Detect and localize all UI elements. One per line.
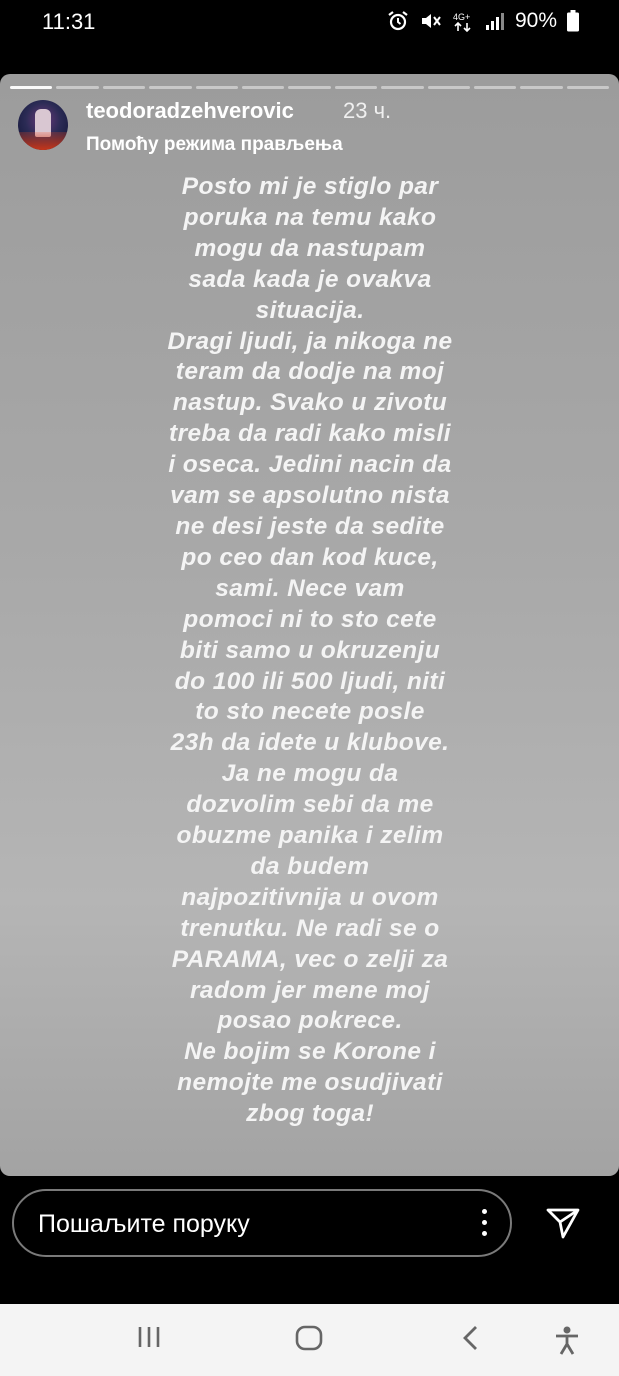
caption-line: sada kada je ovakva: [188, 265, 432, 293]
message-input[interactable]: [12, 1189, 512, 1257]
caption-line: radom jer mene moj: [189, 976, 431, 1004]
alarm-icon: [387, 10, 409, 32]
reply-bar: [0, 1176, 619, 1304]
story-progress-segment: [10, 86, 52, 89]
story-progress-segment: [381, 86, 423, 89]
status-bar: [0, 0, 619, 46]
caption-line: to sto necete posle: [195, 698, 425, 726]
caption-line: PARAMA, vec o zelji za: [171, 945, 449, 973]
mute-icon: [419, 10, 443, 32]
caption-line: zbog toga!: [246, 1100, 374, 1128]
story-progress-segment: [520, 86, 562, 89]
back-icon[interactable]: [460, 1324, 482, 1352]
caption-line: nastup. Svako u zivotu: [172, 389, 448, 417]
caption-line: po ceo dan kod kuce,: [181, 543, 439, 571]
status-time: 11:31: [42, 9, 96, 34]
message-placeholder: Пошаљите поруку: [38, 1210, 250, 1238]
caption-line: Ne bojim se Korone i: [184, 1038, 436, 1066]
caption-line: nemojte me osudjivati: [177, 1069, 443, 1097]
story-progress-segment: [474, 86, 516, 89]
story-progress-segment: [335, 86, 377, 89]
story-progress-segment: [196, 86, 238, 89]
story-age: 23 ч.: [343, 98, 392, 123]
caption-line: pomoci ni to sto cete: [183, 605, 437, 633]
story-progress-segment: [428, 86, 470, 89]
network-4g-icon: [453, 10, 475, 32]
send-icon[interactable]: [545, 1204, 581, 1240]
status-icons: [387, 9, 579, 33]
caption-line: situacija.: [255, 296, 365, 324]
battery-percent: 90%: [514, 9, 557, 32]
caption-line: biti samo u okruzenju: [179, 636, 441, 664]
story-progress-segment: [149, 86, 191, 89]
story-progress-segment: [242, 86, 284, 89]
caption-line: do 100 ili 500 ljudi, niti: [174, 667, 446, 695]
story-username[interactable]: teodoradzehverovic: [86, 98, 294, 123]
story-caption: [150, 172, 470, 1130]
caption-line: Dragi ljudi, ja nikoga ne: [167, 327, 453, 355]
caption-line: da budem: [250, 852, 370, 880]
caption-line: poruka na temu kako: [183, 203, 437, 231]
caption-line: mogu da nastupam: [194, 234, 426, 262]
accessibility-icon[interactable]: [553, 1326, 581, 1356]
story-subtitle: Помоћу режима прављења: [86, 134, 343, 155]
caption-line: Posto mi je stiglo par: [181, 173, 439, 200]
home-icon[interactable]: [295, 1324, 323, 1352]
story-progress-segment: [288, 86, 330, 89]
svg-text:4G+: 4G+: [452, 12, 471, 22]
caption-line: dozvolim sebi da me: [186, 791, 434, 819]
caption-line: i oseca. Jedini nacin da: [168, 451, 452, 479]
story-progress-segment: [103, 86, 145, 89]
story-view[interactable]: [0, 74, 619, 1176]
caption-line: najpozitivnija u ovom: [181, 883, 439, 911]
caption-line: trenutku. Ne radi se o: [180, 914, 440, 942]
caption-line: sami. Nece vam: [215, 574, 405, 602]
caption-line: 23h da idete u klubove.: [170, 729, 450, 757]
caption-line: Ja ne mogu da: [221, 760, 399, 788]
story-progress-segment: [56, 86, 98, 89]
caption-line: ne desi jeste da sedite: [175, 512, 445, 540]
battery-icon: [567, 10, 579, 32]
more-vertical-icon[interactable]: [480, 1209, 488, 1237]
caption-line: vam se apsolutno nista: [170, 482, 450, 510]
signal-icon: [485, 11, 505, 31]
caption-line: posao pokrece.: [217, 1007, 403, 1035]
caption-line: treba da radi kako misli: [169, 420, 451, 448]
story-progress-bar: [10, 86, 609, 89]
caption-line: teram da dodje na moj: [175, 358, 445, 386]
navigation-bar: [0, 1304, 619, 1376]
avatar[interactable]: [18, 100, 68, 150]
recent-apps-icon[interactable]: [136, 1324, 162, 1350]
story-progress-segment: [567, 86, 609, 89]
caption-line: obuzme panika i zelim: [176, 822, 444, 850]
